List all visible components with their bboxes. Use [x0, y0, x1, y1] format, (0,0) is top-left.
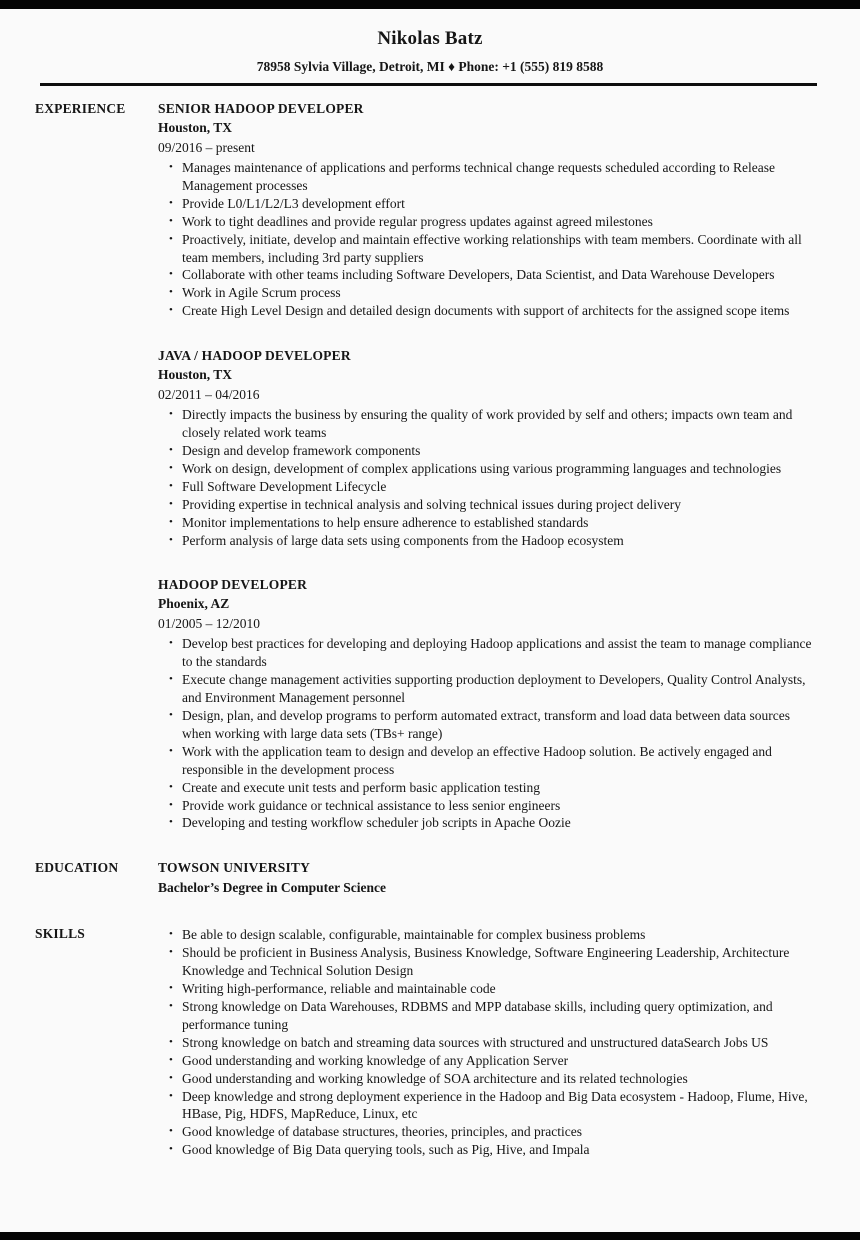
bullet-icon: •: [169, 286, 173, 299]
bullet-item: [158, 671, 812, 707]
bullet-icon: •: [169, 1089, 173, 1102]
bullet-text: Design and develop framework components: [182, 442, 421, 458]
section-label: EDUCATION: [35, 860, 119, 876]
education-entry: [158, 858, 812, 898]
bullet-text: Develop best practices for developing and deploying Hadoop applications and assist the team to manage compliance to the standards: [182, 636, 812, 670]
job-title: JAVA / HADOOP DEVELOPER: [158, 348, 351, 364]
job-title: SENIOR HADOOP DEVELOPER: [158, 101, 364, 116]
bullet-icon: •: [169, 780, 173, 793]
bullet-item: [158, 1088, 812, 1124]
bullet-icon: •: [169, 443, 173, 456]
bullet-item: [158, 926, 812, 944]
bullet-text: Collaborate with other teams including Software Developers, Data Scientist, and Data Warehouse Developers: [182, 267, 775, 283]
bullet-item: [158, 998, 812, 1034]
bullet-text: Manages maintenance of applications and performs technical change requests scheduled according to Release Management processes: [182, 160, 776, 193]
bullet-icon: •: [169, 816, 173, 829]
bullet-text: Provide work guidance or technical assistance to less senior engineers: [182, 797, 561, 813]
bullet-item: [158, 532, 812, 550]
bullet-item: [158, 266, 812, 284]
section-experience: [35, 99, 812, 832]
bullet-icon: •: [169, 1071, 173, 1084]
bullet-icon: •: [169, 1035, 173, 1048]
bullet-text: Developing and testing workflow scheduler job scripts in Apache Oozie: [182, 815, 571, 831]
bullet-icon: •: [169, 533, 173, 546]
bullet-item: [158, 213, 812, 231]
bullet-text: Should be proficient in Business Analysis, Business Knowledge, Software Engineering Leadership, Architecture Knowledge and Technical Solution Design: [182, 945, 790, 979]
bullet-text: Work to tight deadlines and provide regular progress updates against agreed milestones: [182, 213, 653, 229]
bullet-item: [158, 980, 812, 998]
bullet-item: [158, 1034, 812, 1052]
bullet-icon: •: [169, 479, 173, 492]
bullet-text: Strong knowledge on Data Warehouses, RDBMS and MPP database skills, including query optimization, and performance tuning: [182, 999, 773, 1032]
bullet-text: Full Software Development Lifecycle: [182, 478, 387, 494]
bullet-icon: •: [169, 515, 173, 528]
bullet-list: [158, 406, 812, 549]
bullet-icon: •: [169, 673, 173, 686]
bullet-icon: •: [169, 408, 173, 421]
bullet-text: Design, plan, and develop programs to perform automated extract, transform and load data between data sources when working with large data sets (TBs+ range): [182, 708, 791, 741]
bullet-icon: •: [169, 1125, 173, 1138]
bullet-item: [158, 284, 812, 302]
bullet-text: Writing high-performance, reliable and maintainable code: [182, 981, 496, 997]
bullet-icon: •: [169, 744, 173, 757]
bullet-icon: •: [169, 798, 173, 811]
bullet-icon: •: [169, 946, 173, 959]
bullet-text: Create High Level Design and detailed design documents with support of architects for the assigned scope items: [182, 303, 790, 319]
bullet-item: [158, 460, 812, 478]
job-dates: 01/2005 – 12/2010: [158, 616, 261, 632]
section-education: [35, 858, 812, 898]
bullet-item: [158, 779, 812, 797]
bullet-icon: •: [169, 461, 173, 474]
bullet-item: [158, 442, 812, 460]
bullet-icon: •: [169, 161, 173, 173]
resume-body: [0, 86, 860, 1159]
section-label: SKILLS: [35, 926, 85, 942]
bullet-item: [158, 231, 812, 267]
bullet-list: [158, 635, 812, 832]
bullet-icon: •: [169, 1143, 173, 1156]
bullet-item: [158, 797, 812, 815]
bullet-text: Perform analysis of large data sets using components from the Hadoop ecosystem: [182, 532, 624, 548]
bullet-item: [158, 707, 812, 743]
bullet-item: [158, 1141, 812, 1159]
bullet-text: Good knowledge of Big Data querying tools, such as Pig, Hive, and Impala: [182, 1142, 590, 1158]
job-location: Houston, TX: [158, 120, 233, 135]
job-dates: 09/2016 – present: [158, 140, 255, 155]
bullet-item: [158, 814, 812, 832]
bullet-icon: •: [169, 709, 173, 722]
bullet-icon: •: [169, 214, 173, 227]
bullet-text: Providing expertise in technical analysis and solving technical issues during project delivery: [182, 496, 681, 512]
bullet-text: Good understanding and working knowledge of SOA architecture and its related technologies: [182, 1070, 688, 1086]
bullet-item: [158, 743, 812, 779]
job-location: Houston, TX: [158, 367, 233, 383]
candidate-name: Nikolas Batz: [377, 28, 483, 49]
bullet-item: [158, 478, 812, 496]
bullet-list: [158, 159, 812, 320]
bullet-icon: •: [169, 928, 173, 941]
section-skills: [35, 924, 812, 1159]
bullet-item: [158, 302, 812, 320]
bullet-text: Work with the application team to design and develop an effective Hadoop solution. Be actively engaged and responsible in the development process: [182, 743, 772, 777]
job-entry: [158, 575, 812, 832]
bottom-black-bar: [0, 1232, 860, 1240]
bullet-icon: •: [169, 1000, 173, 1012]
bullet-item: [158, 1052, 812, 1070]
top-black-bar: [0, 0, 860, 9]
bullet-item: [158, 1070, 812, 1088]
bullet-text: Proactively, initiate, develop and maintain effective working relationships with team members. Coordinate with all team members, including 3rd party suppliers: [182, 231, 802, 265]
bullet-item: [158, 496, 812, 514]
bullet-text: Execute change management activities supporting production deployment to Developers, Quality Control Analysts, and Environment Management personnel: [182, 672, 806, 706]
bullet-icon: •: [169, 196, 173, 209]
bullet-icon: •: [169, 268, 173, 281]
bullet-item: [158, 944, 812, 980]
bullet-text: Create and execute unit tests and perform basic application testing: [182, 779, 541, 795]
bullet-text: Strong knowledge on batch and streaming data sources with structured and unstructured dataSearch Jobs US: [182, 1034, 769, 1050]
section-content: [158, 858, 812, 898]
section-content: [158, 99, 812, 832]
bullet-text: Be able to design scalable, configurable, maintainable for complex business problems: [182, 927, 646, 943]
bullet-item: [158, 406, 812, 442]
section-content: [158, 924, 812, 1159]
resume-header: [0, 0, 860, 86]
bullet-icon: •: [169, 637, 173, 650]
bullet-text: Provide L0/L1/L2/L3 development effort: [182, 195, 405, 211]
job-entry: [158, 99, 812, 320]
bullet-text: Monitor implementations to help ensure adherence to established standards: [182, 514, 589, 530]
bullet-item: [158, 1123, 812, 1141]
job-location: Phoenix, AZ: [158, 596, 230, 612]
bullet-item: [158, 514, 812, 532]
bullet-item: [158, 195, 812, 213]
bullet-item: [158, 635, 812, 671]
section-label: EXPERIENCE: [35, 101, 126, 116]
school-name: TOWSON UNIVERSITY: [158, 860, 311, 876]
bullet-text: Good understanding and working knowledge of any Application Server: [182, 1052, 569, 1068]
bullet-text: Work on design, development of complex applications using various programming languages and technologies: [182, 460, 782, 476]
bullet-item: [158, 159, 812, 195]
bullet-text: Good knowledge of database structures, theories, principles, and practices: [182, 1124, 582, 1140]
bullet-icon: •: [169, 982, 173, 995]
contact-line: 78958 Sylvia Village, Detroit, MI ♦ Phone: +1 (555) 819 8588: [256, 59, 604, 74]
bullet-list: [158, 926, 812, 1159]
job-entry: [158, 346, 812, 549]
job-title: HADOOP DEVELOPER: [158, 577, 308, 593]
degree-name: Bachelor’s Degree in Computer Science: [158, 880, 386, 896]
bullet-icon: •: [169, 304, 173, 317]
bullet-text: Deep knowledge and strong deployment experience in the Hadoop and Big Data ecosystem - Hadoop, Flume, Hive, HBase, Pig, HDFS, MapReduce, Linux, etc: [182, 1088, 808, 1122]
bullet-text: Work in Agile Scrum process: [182, 285, 341, 301]
bullet-icon: •: [169, 232, 173, 245]
bullet-icon: •: [169, 497, 173, 510]
bullet-icon: •: [169, 1053, 173, 1066]
job-dates: 02/2011 – 04/2016: [158, 387, 260, 403]
bullet-text: Directly impacts the business by ensuring the quality of work provided by self and others; impacts own team and closely related work teams: [182, 407, 793, 441]
